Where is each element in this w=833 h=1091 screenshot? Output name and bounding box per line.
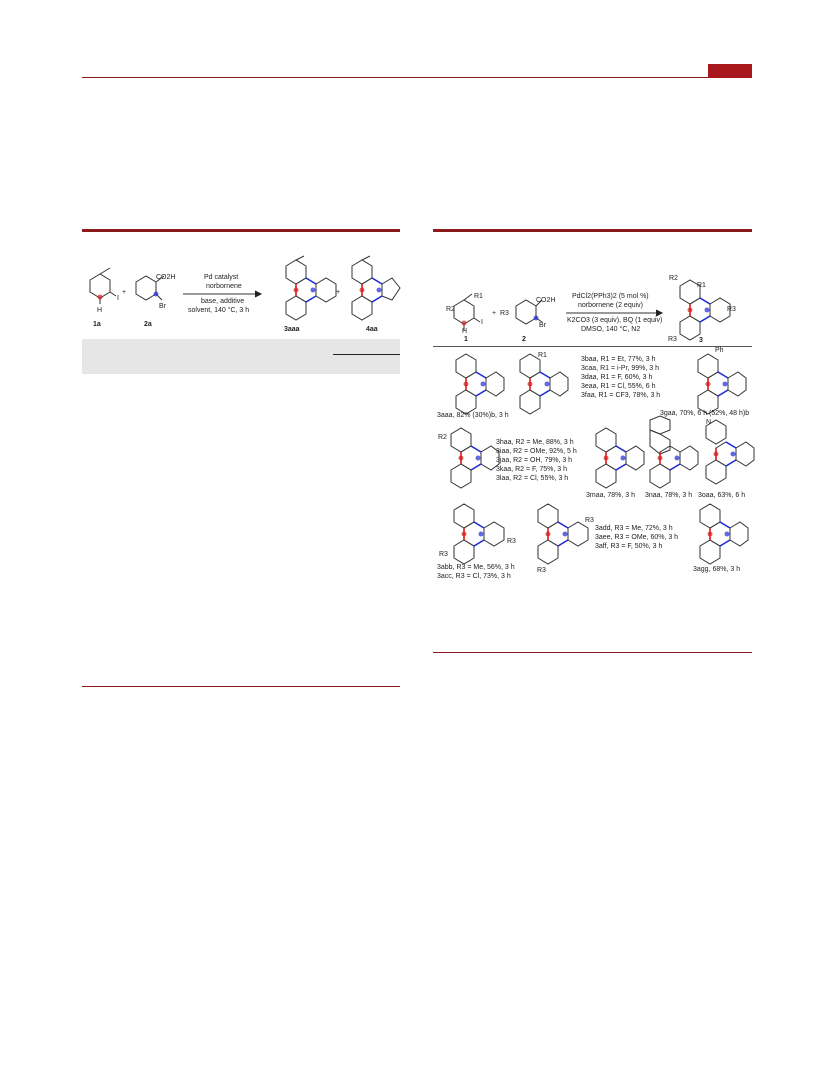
label-co2h-2: CO2H xyxy=(536,297,556,304)
entry-3iaa: 3iaa, R2 = OMe, 92%, 5 h xyxy=(496,448,577,455)
cond2-solvent: DMSO, 140 °C, N2 xyxy=(581,326,641,333)
entry-3jaa: 3jaa, R2 = OH, 79%, 3 h xyxy=(496,457,573,464)
compound-1: 1 xyxy=(464,336,468,343)
entry-3baa: 3baa, R1 = Et, 77%, 3 h xyxy=(581,356,656,363)
compound-1a: 1a xyxy=(93,321,101,328)
label-br: Br xyxy=(159,303,166,310)
label-h: H xyxy=(97,307,103,314)
structure-3haa xyxy=(441,426,501,488)
structure-3naa xyxy=(640,416,700,488)
label-r3-add-b: R3 xyxy=(537,567,546,574)
structure-3aaa-b xyxy=(446,352,506,414)
entry-3laa: 3laa, R2 = Cl, 55%, 3 h xyxy=(496,475,569,482)
label-r1-sub: R1 xyxy=(538,352,547,359)
cond2-norbornene: norbornene (2 equiv) xyxy=(578,302,643,309)
label-r2-prod: R2 xyxy=(669,275,678,282)
entry-3daa: 3daa, R1 = F, 60%, 3 h xyxy=(581,374,653,381)
compound-4aa: 4aa xyxy=(366,326,378,333)
entry-3aff: 3aff, R3 = F, 50%, 3 h xyxy=(595,543,663,550)
label-r3-abb-a: R3 xyxy=(507,538,516,545)
label-i: I xyxy=(117,295,119,302)
structure-4aa xyxy=(342,256,402,326)
entry-3abb: 3abb, R3 = Me, 56%, 3 h xyxy=(437,564,515,571)
structure-2a xyxy=(130,262,180,312)
entry-3eaa: 3eaa, R1 = Cl, 55%, 6 h xyxy=(581,383,656,390)
structure-3add xyxy=(528,502,598,568)
structure-3aaa xyxy=(268,256,341,326)
compound-3: 3 xyxy=(699,337,703,344)
entry-3agg: 3agg, 68%, 3 h xyxy=(693,566,741,573)
entry-3faa: 3faa, R1 = CF3, 78%, 3 h xyxy=(581,392,661,399)
cond-solvent: solvent, 140 °C, 3 h xyxy=(188,307,250,314)
label-r3-abb-b: R3 xyxy=(439,551,448,558)
cond-catalyst: Pd catalyst xyxy=(204,274,239,281)
label-r3-prod: R3 xyxy=(727,306,736,313)
scheme-bottom-rule xyxy=(433,652,752,653)
structure-3baa xyxy=(510,352,570,414)
page-tab xyxy=(708,64,752,78)
cond2-base: K2CO3 (3 equiv), BQ (1 equiv) xyxy=(567,317,663,324)
entry-3acc: 3acc, R3 = Cl, 73%, 3 h xyxy=(437,573,511,580)
cond-base: base, additive xyxy=(201,298,245,305)
structure-3abb xyxy=(444,502,514,564)
compound-2a: 2a xyxy=(144,321,152,328)
label-r1-prod: R1 xyxy=(697,282,706,289)
label-ph: Ph xyxy=(715,347,724,354)
label-co2h: CO2H xyxy=(156,274,176,281)
table-top-rule xyxy=(82,229,400,232)
label-br-2: Br xyxy=(539,322,546,329)
label-r1: R1 xyxy=(474,293,483,300)
compound-2: 2 xyxy=(522,336,526,343)
scheme-divider xyxy=(433,346,752,347)
label-r2: R2 xyxy=(446,306,455,313)
entry-3gaa: 3gaa, 70%, 6 h (52%, 48 h)b xyxy=(660,410,750,417)
label-r3: R3 xyxy=(500,310,509,317)
table-bottom-rule xyxy=(82,686,400,687)
cond-norbornene: norbornene xyxy=(206,283,242,290)
header-rule xyxy=(82,77,752,78)
compound-3aaa: 3aaa xyxy=(284,326,300,333)
label-h-2: H xyxy=(462,328,468,335)
structure-3maa xyxy=(586,426,646,488)
entry-3caa: 3caa, R1 = i-Pr, 99%, 3 h xyxy=(581,365,660,372)
entry-3kaa: 3kaa, R2 = F, 75%, 3 h xyxy=(496,466,568,473)
label-n: N xyxy=(706,419,712,426)
plus-sign-2: + xyxy=(336,289,341,296)
table-header-band xyxy=(82,339,400,374)
entry-3naa: 3naa, 78%, 3 h xyxy=(645,492,693,499)
label-r3-prod-2: R3 xyxy=(668,336,677,343)
structure-3oaa xyxy=(696,420,756,488)
label-r3-add-a: R3 xyxy=(585,517,594,524)
entry-3maa: 3maa, 78%, 3 h xyxy=(586,492,636,499)
entry-3aee: 3aee, R3 = OMe, 60%, 3 h xyxy=(595,534,679,541)
entry-3aaa: 3aaa, 82% (30%)b, 3 h xyxy=(437,412,509,419)
structure-3gaa xyxy=(688,352,748,414)
entry-3oaa: 3oaa, 63%, 6 h xyxy=(698,492,746,499)
structure-3agg xyxy=(690,502,750,564)
cond2-catalyst: PdCl2(PPh3)2 (5 mol %) xyxy=(572,293,649,300)
table-header-subrule xyxy=(333,354,400,355)
scheme-top-rule xyxy=(433,229,752,232)
label-r2-sub: R2 xyxy=(438,434,447,441)
entry-3haa: 3haa, R2 = Me, 88%, 3 h xyxy=(496,439,574,446)
entry-3add: 3add, R3 = Me, 72%, 3 h xyxy=(595,525,673,532)
plus-sign-3: + xyxy=(492,310,497,317)
label-i-2: I xyxy=(481,319,483,326)
plus-sign: + xyxy=(122,289,127,296)
